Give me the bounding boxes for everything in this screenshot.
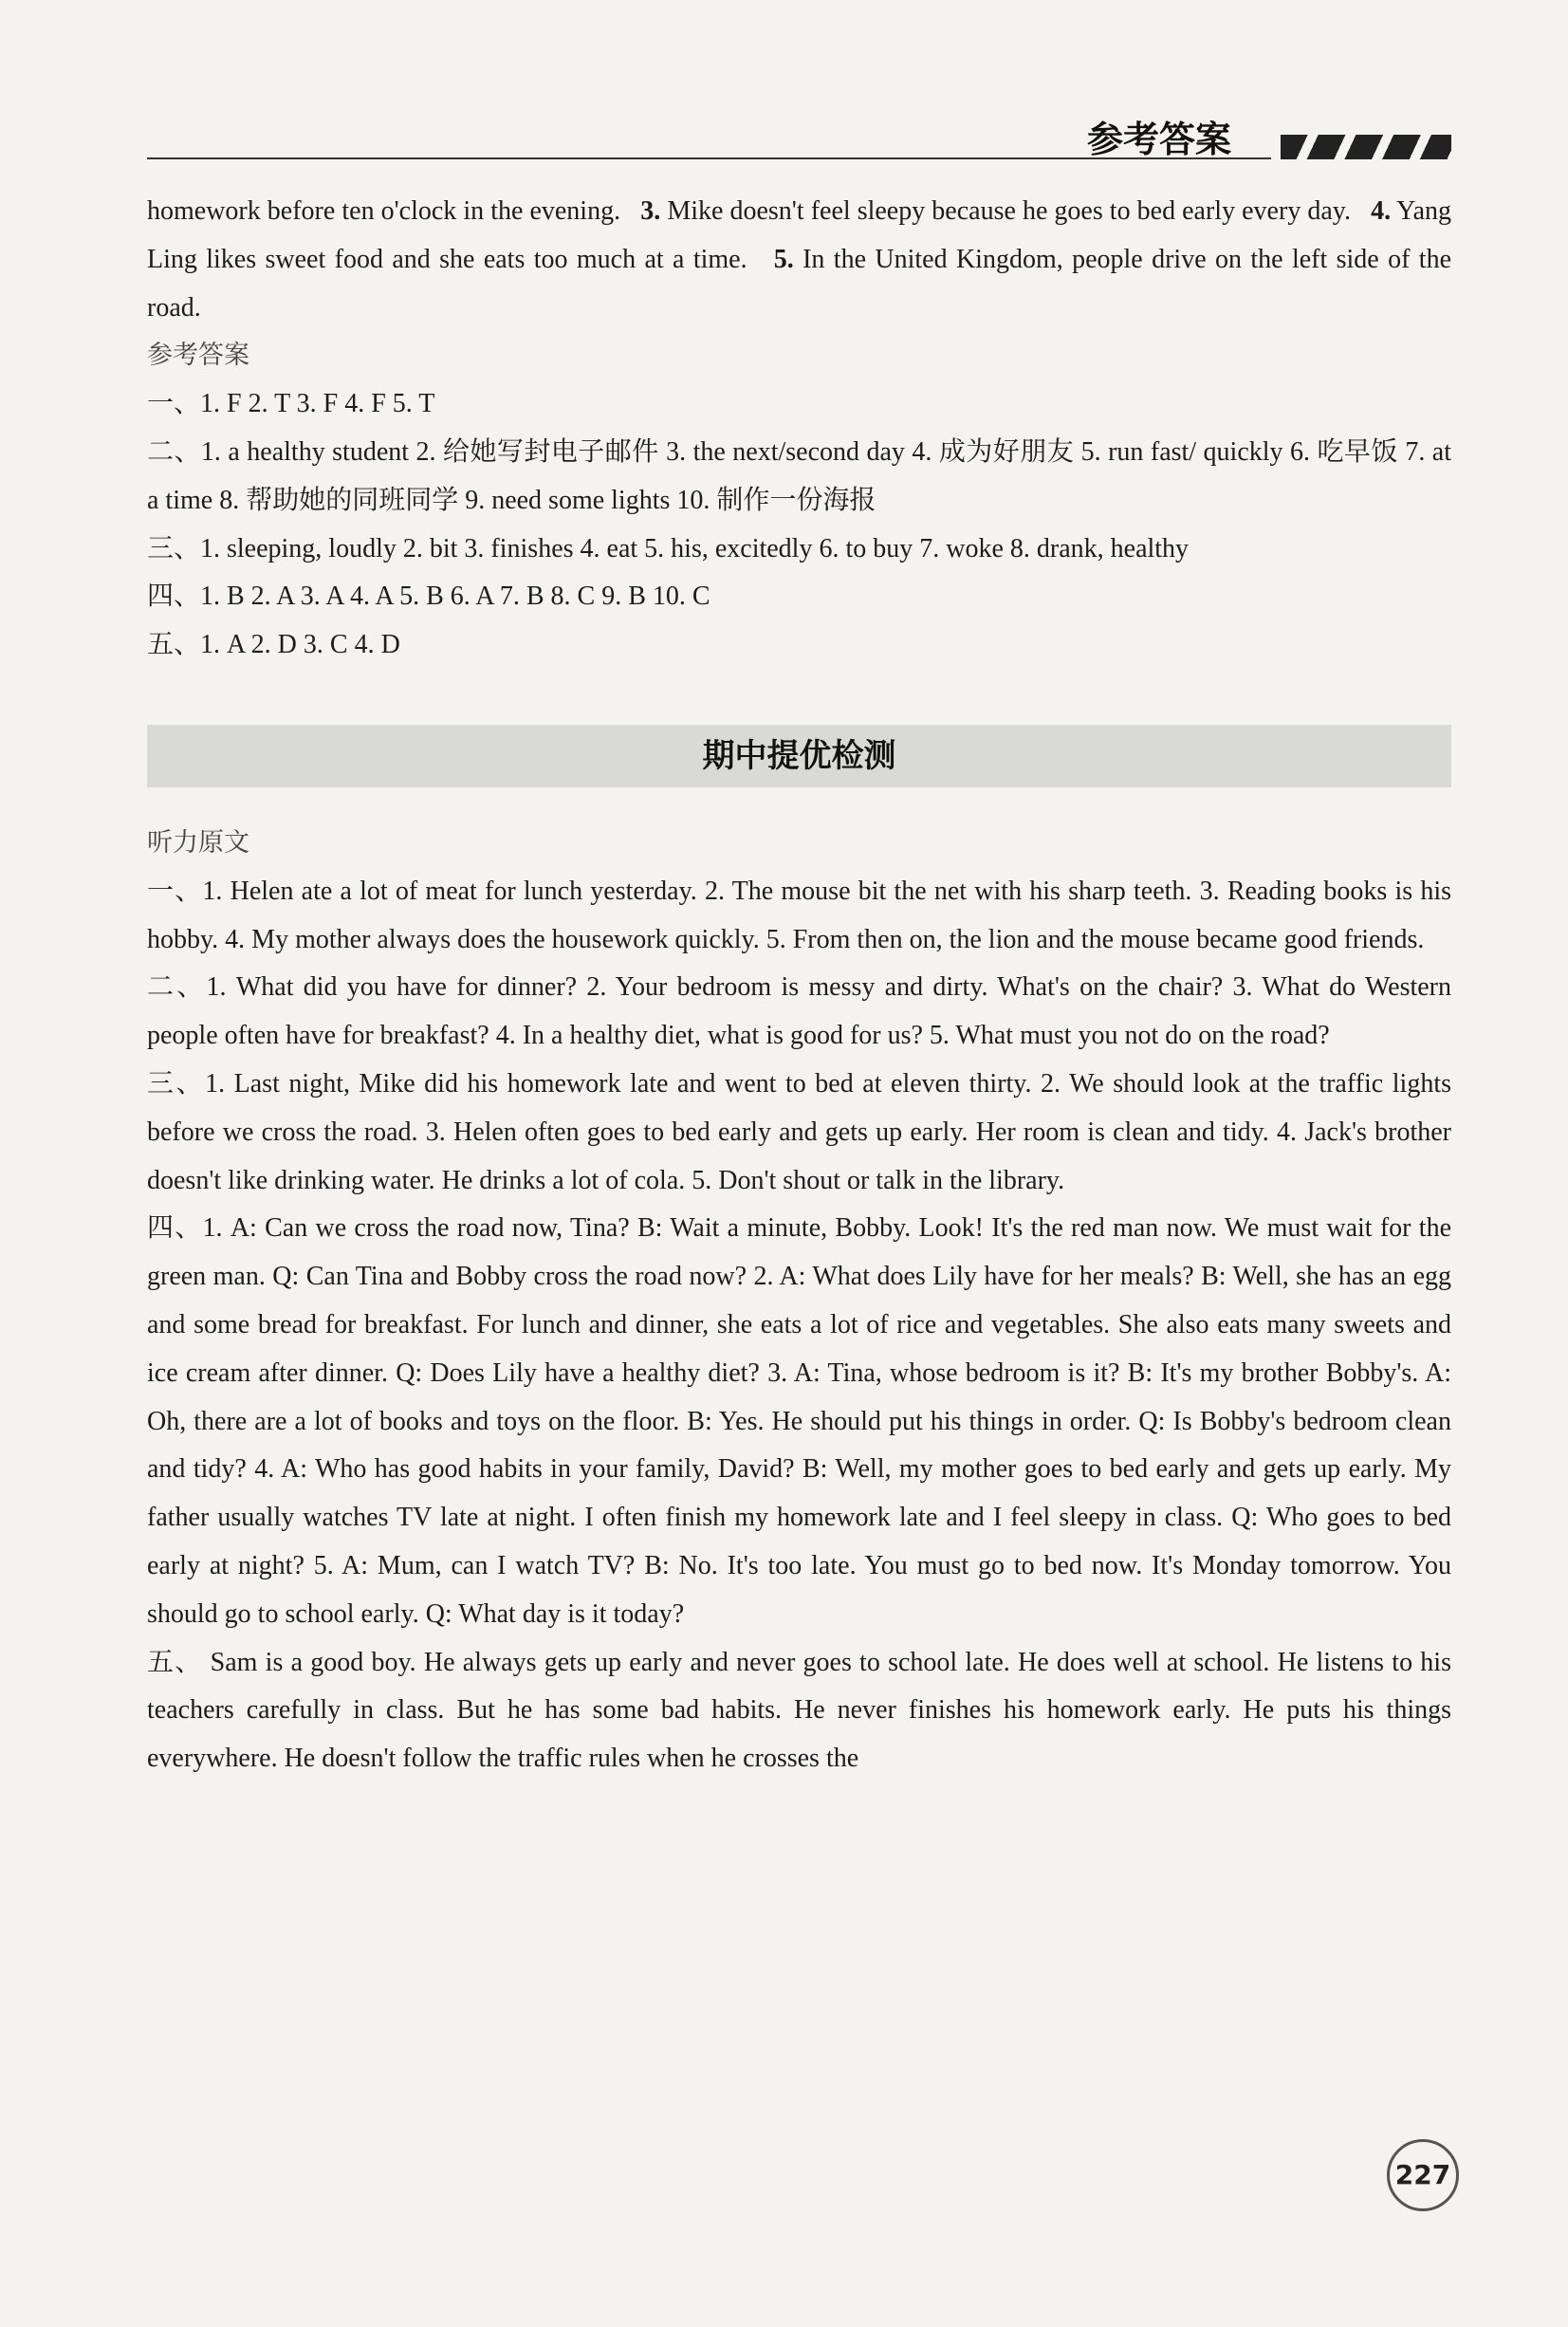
continuation-paragraph: homework before ten o'clock in the evening. 3. Mike doesn't feel sleepy because he goes to bed early every day. 4. Yang Ling likes sweet food and she eats too much at a time. 5. In the United Kingdom, people drive on the left side of the road. — [147, 196, 1452, 323]
listening-section-4: 四、1. A: Can we cross the road now, Tina? B: Wait a minute, Bobby. Look! It's the red man now. We must wait for the green man. Q: Can Tina and Bobby cross the road now? 2. A: What does Lily have for her meals? B: Well, she has an egg and some bread for breakfast. For lunch and dinner, she eats a lot of rice and vegetables. She also eats many sweets and ice cream after dinner. Q: Does Lily have a healthy diet? 3. A: Tina, whose bedroom is it? B: It's my brother Bobby's. A: Oh, there are a lot of books and toys on the floor. B: Yes. He should put his things in order. Q: Is Bobby's bedroom clean and tidy? 4. A: Who has good habits in your family, David? B: Well, my mother goes to bed early and gets up early. My father usually watches TV late at night. I often finish my homework late and I feel sleepy in class. Q: Who goes to bed early at night? 5. A: Mum, can I watch TV? B: No. It's too late. You must go to bed now. It's Monday tomorrow. You should go to school early. Q: What day is it today? — [147, 1213, 1451, 1629]
page-body — [147, 188, 1451, 1783]
listening-section-3: 三、1. Last night, Mike did his homework late and went to bed at eleven thirty. 2. We should look at the traffic lights before we cross the road. 3. Helen often goes to bed early and gets up early. Her room is clean and tidy. 4. Jack's brother doesn't like drinking water. He drinks a lot of cola. 5. Don't shout or talk in the library. — [147, 1068, 1451, 1195]
listening-section-1: 一、1. Helen ate a lot of meat for lunch yesterday. 2. The mouse bit the net with his sharp teeth. 3. Reading books is his hobby. 4. My mother always does the housework quickly. 5. From then on, the lion and the mouse became good friends. — [147, 876, 1451, 954]
answer-line-3: 三、1. sleeping, loudly 2. bit 3. finishes 4. eat 5. his, excitedly 6. to buy 7. woke 8. drank, healthy — [147, 533, 1190, 563]
page-number: 227 — [1387, 2139, 1459, 2211]
header-title: 参考答案 — [1086, 119, 1231, 160]
answer-line-2: 二、1. a healthy student 2. 给她写封电子邮件 3. the next/second day 4. 成为好朋友 5. run fast/ quickly 6. 吃早饭 7. at a time 8. 帮助她的同班同学 9. need some lights 10. 制作一份海报 — [147, 436, 1451, 515]
answer-line-4: 四、1. B 2. A 3. A 4. A 5. B 6. A 7. B 8. C 9. B 10. C — [147, 582, 710, 612]
listening-section-5: 五、 Sam is a good boy. He always gets up early and never goes to school late. He does well at school. He listens to his teachers carefully in class. But he has some bad habits. He never finishes his homework early. He puts his things everywhere. He doesn't follow the traffic rules when he crosses the — [147, 1647, 1451, 1774]
header-stripes-decoration — [1281, 135, 1451, 159]
listening-section-2: 二、1. What did you have for dinner? 2. Your bedroom is messy and dirty. What's on the chair? 3. What do Western people often have for breakfast? 4. In a healthy diet, what is good for us? 5. What must you not do on the road? — [147, 972, 1451, 1051]
page-header — [147, 102, 1451, 169]
section-title: 期中提优检测 — [702, 736, 896, 775]
answer-line-5: 五、1. A 2. D 3. C 4. D — [147, 630, 400, 660]
listening-label: 听力原文 — [147, 827, 249, 858]
section-title-bar — [147, 725, 1451, 787]
answers-label: 参考答案 — [147, 341, 249, 371]
answer-line-1: 一、1. F 2. T 3. F 4. F 5. T — [147, 389, 435, 419]
